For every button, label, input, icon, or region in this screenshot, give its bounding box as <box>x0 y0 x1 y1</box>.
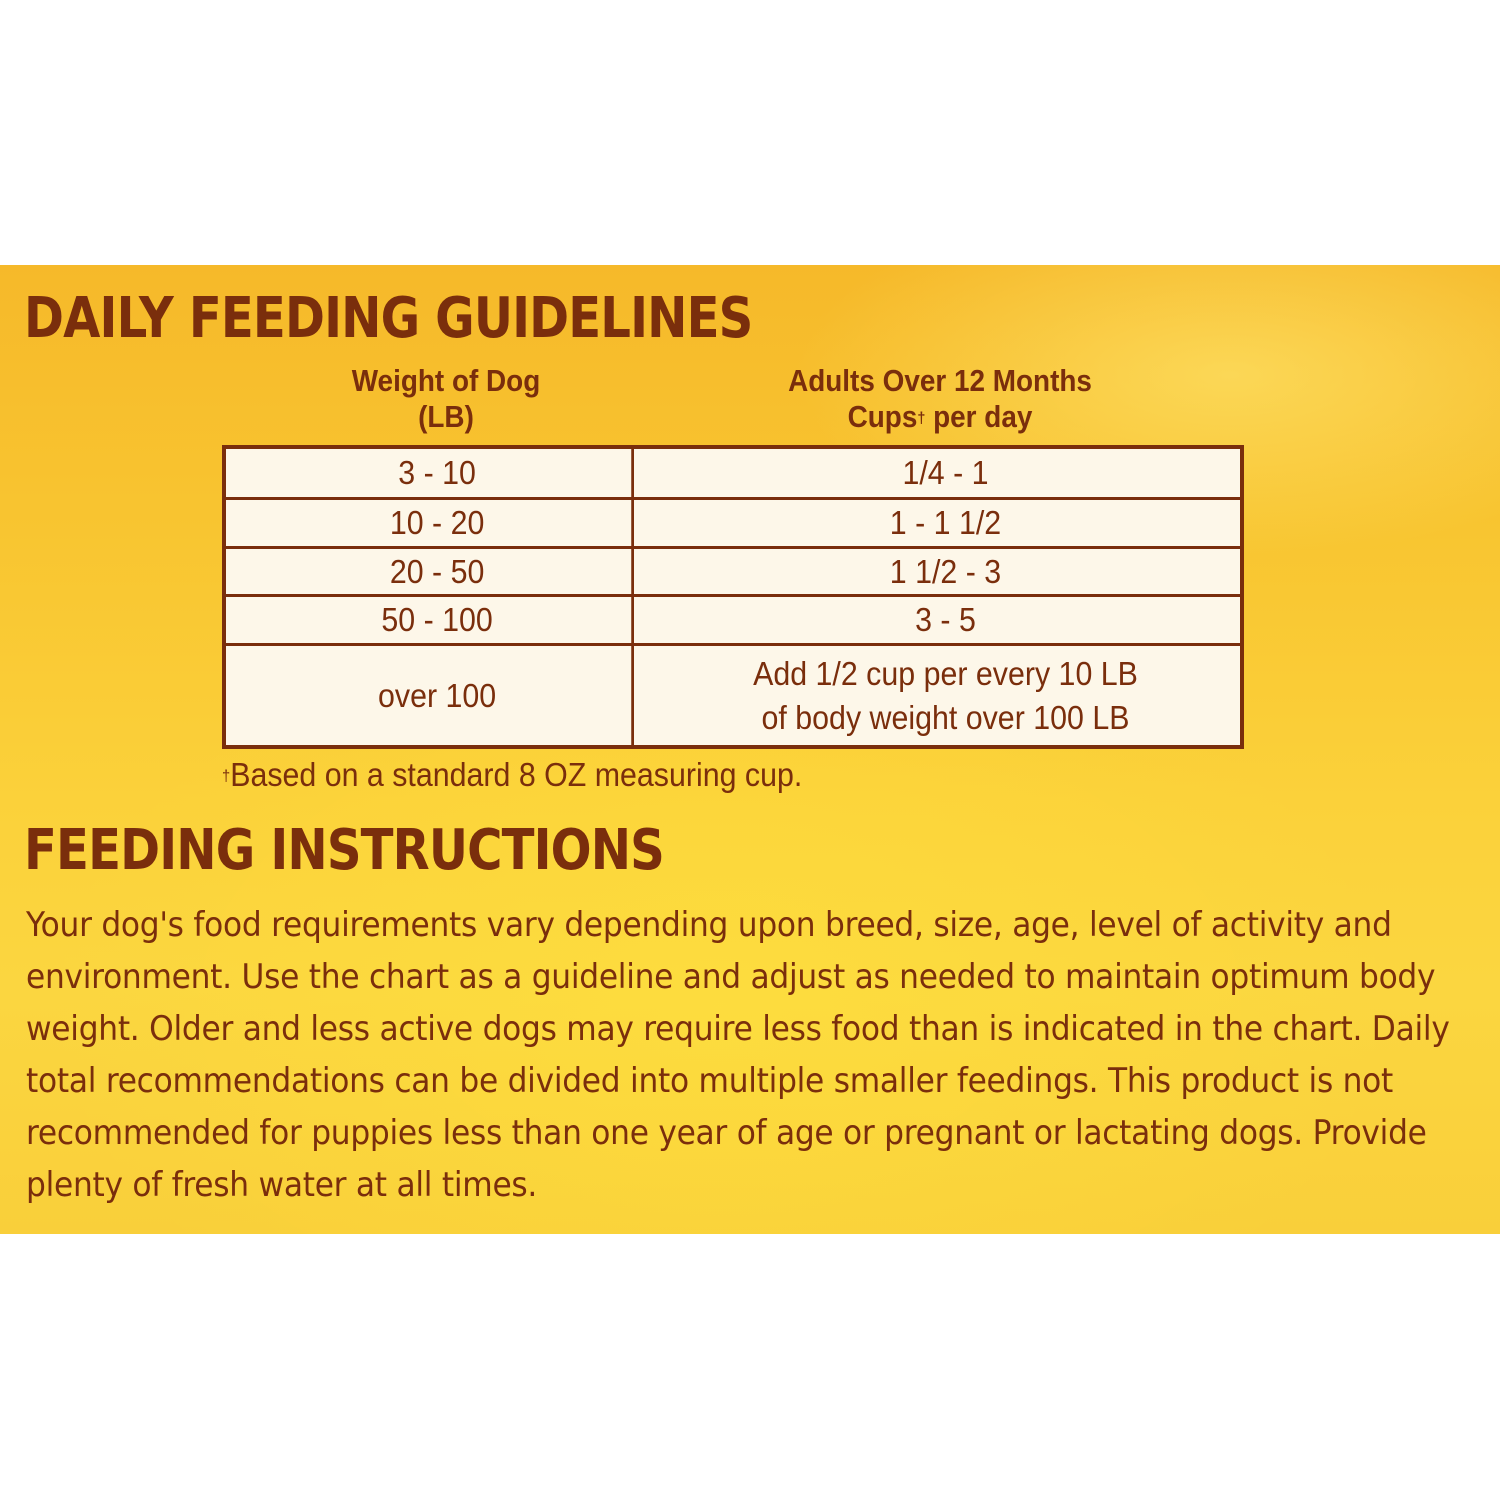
cups-cell <box>675 646 1217 745</box>
cups-cell: 3 - 5 <box>915 601 976 638</box>
instructions-line: plenty of fresh water at all times. <box>26 1165 538 1205</box>
cups-cell-line1: Add 1/2 cup per every 10 LB <box>753 654 1138 692</box>
instructions-line: weight. Older and less active dogs may require less food than is indicated in the chart. Daily <box>26 1009 1450 1049</box>
cups-cell-line2: of body weight over 100 LB <box>761 698 1130 736</box>
per-day-word: per day <box>925 399 1033 434</box>
instructions-line: environment. Use the chart as a guideline and adjust as needed to maintain optimum body <box>26 957 1436 997</box>
weight-cell: 20 - 50 <box>243 549 634 594</box>
column-header-cups <box>724 363 1156 435</box>
footnote-text: Based on a standard 8 OZ measuring cup. <box>230 756 803 793</box>
table-row <box>226 500 1240 549</box>
column-header-cups-line1: Adults Over 12 Months <box>788 363 1092 398</box>
table-row <box>226 449 1240 500</box>
column-header-weight <box>311 363 581 435</box>
cups-word: Cups <box>847 399 918 434</box>
cups-cell: 1 - 1 1/2 <box>889 504 1002 541</box>
weight-cell: 3 - 10 <box>243 449 634 497</box>
cups-cell: 1/4 - 1 <box>902 454 989 491</box>
weight-cell: 10 - 20 <box>243 500 634 546</box>
footnote <box>222 755 802 795</box>
column-header-cups-line2 <box>724 399 1156 435</box>
column-header-weight-line1: Weight of Dog <box>351 363 541 398</box>
column-header-weight-line2: (LB) <box>418 399 474 434</box>
table-row <box>226 646 1240 745</box>
guidelines-title: DAILY FEEDING GUIDELINES <box>24 286 753 351</box>
feeding-table <box>222 445 1244 749</box>
cups-cell: 1 1/2 - 3 <box>889 552 1002 590</box>
weight-cell: over 100 <box>243 646 634 745</box>
instructions-line: recommended for puppies less than one year of age or pregnant or lactating dogs. Provide <box>26 1113 1427 1153</box>
table-row <box>226 549 1240 597</box>
footnote-dagger: † <box>222 768 231 785</box>
weight-cell: 50 - 100 <box>243 597 634 643</box>
feeding-panel <box>0 265 1500 1234</box>
table-row <box>226 597 1240 646</box>
instructions-line: Your dog's food requirements vary depending upon breed, size, age, level of activity and <box>26 905 1392 945</box>
instructions-paragraph <box>26 899 1496 1211</box>
instructions-title: FEEDING INSTRUCTIONS <box>24 818 665 883</box>
instructions-line: total recommendations can be divided into multiple smaller feedings. This product is not <box>26 1061 1394 1101</box>
dagger-mark: † <box>917 410 926 427</box>
